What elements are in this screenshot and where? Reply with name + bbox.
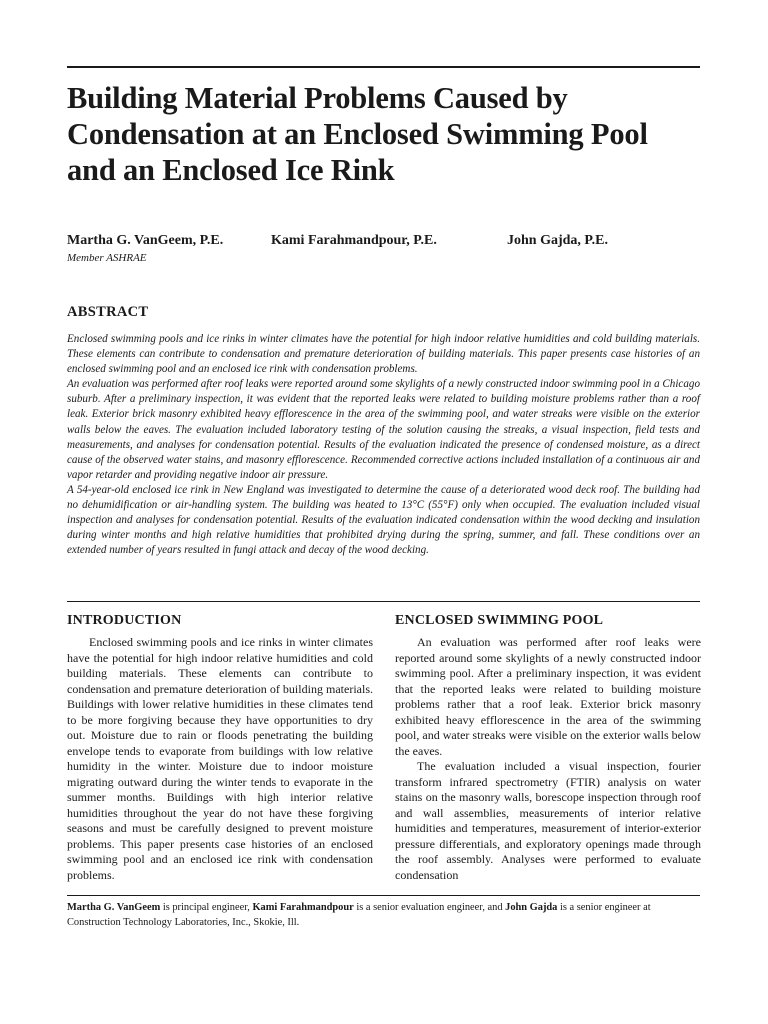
member-note: Member ASHRAE xyxy=(67,252,147,264)
abstract-paragraph: Enclosed swimming pools and ice rinks in winter climates have the potential for high indoor relative humidities and cold building materials. These elements can contribute to condensation and premature deterioration of building materials. This paper presents case histories of an enclosed swimming pool and an enclosed ice rink with condensation problems. xyxy=(67,333,700,376)
title-line: and an Enclosed Ice Rink xyxy=(67,153,395,187)
abstract-paragraph: An evaluation was performed after roof leaks were reported around some skylights of a newly constructed indoor swimming pool in a Chicago suburb. After a preliminary inspection, it was evident that the reported leaks were related to building moisture problems rather than a roof leak. Exterior brick masonry exhibited heavy efflorescence in the area of the swimming pool, and water streaks were visible on the exterior walls below the eaves. The evaluation included laboratory testing of the solution causing the streaks, a visual inspection, field tests and measurements, and analyses for condensation potential. Results of the evaluation indicated the presence of condensed moisture, as a direct cause of the observed water stains, and masonry efflorescence. Recommended corrective actions included installation of a continuous air and vapor retarder and providing negative indoor air pressure. xyxy=(67,378,700,481)
footnote-name-gajda: John Gajda xyxy=(505,902,558,913)
footnote-text: is a senior evaluation engineer, and xyxy=(353,902,506,913)
footnote-name-vangeem: Martha G. VanGeem xyxy=(67,902,161,913)
author-footnote xyxy=(67,900,700,930)
left-column xyxy=(67,613,373,883)
right-column xyxy=(395,613,701,883)
author-list xyxy=(67,233,700,253)
swimming-pool-heading: ENCLOSED SWIMMING POOL xyxy=(395,613,604,628)
title-line: Condensation at an Enclosed Swimming Pool xyxy=(67,117,648,151)
introduction-heading: INTRODUCTION xyxy=(67,613,182,628)
footnote-text: is principal engineer, xyxy=(160,902,253,913)
section-divider xyxy=(67,601,700,602)
swimming-pool-paragraph: An evaluation was performed after roof leaks were reported around some skylights of a newly constructed indoor swimming pool. After a preliminary inspection, it was evident that the reported leaks were related to building moisture problems rather that a roof leak. Exterior brick masonry exhibited heavy efflorescence in the area of the swimming pool, and water streaks were visible on the exterior walls below the eaves. xyxy=(395,635,701,758)
introduction-paragraph: Enclosed swimming pools and ice rinks in winter climates have the potential for high indoor relative humidities and cold building materials. These elements can contribute to condensation and premature deterioration of building materials. Buildings with lower relative humidities in these climates tend to be more forgiving because they have opportunities to dry out. Moisture due to rain or floods penetrating the building envelope tends to evaporate from buildings with low relative humidity in the winter. Moisture due to indoor moisture migrating outward during the winter tends to evaporate in the summer months. Buildings with high interior relative humidities throughout the year do not have these forgiving seasons and must be carefully designed to prevent moisture problems. This paper presents case histories of an enclosed swimming pool and an enclosed ice rink with condensation problems. xyxy=(67,635,373,882)
author-farahmandpour: Kami Farahmandpour, P.E. xyxy=(271,233,437,248)
paper-page xyxy=(67,0,700,1024)
paper-title xyxy=(67,80,707,188)
footnote-name-farahmandpour: Kami Farahmandpour xyxy=(252,902,354,913)
swimming-pool-paragraph: The evaluation included a visual inspection, fourier transform infrared spectrometry (FTIR) analysis on water stains on the masonry walls, borescope inspection through roof and wall assemblies, measurements of interior relative humidities and temperatures, measurement of interior-exterior pressure differentials, and exploratory openings made through the roof assembly. Analyses were performed to evaluate condensation xyxy=(395,759,701,882)
footnote-text: is a senior engineer at Construction Technology Laboratories, Inc., Skokie, Ill. xyxy=(67,902,651,928)
abstract-body xyxy=(67,332,700,558)
abstract-heading: ABSTRACT xyxy=(67,304,149,320)
footnote-rule xyxy=(67,895,700,896)
abstract-paragraph: A 54-year-old enclosed ice rink in New England was investigated to determine the cause of a deteriorated wood deck roof. The building had no dehumidification or air-handling system. The building was heated to 13°C (55°F) only when occupied. The evaluation included visual inspection and analyses for condensation potential. Results of the evaluation indicated condensation within the wood decking and insulation during winter months and high relative humidities that prohibited drying during the spring, summer, and fall. These conditions over an extended number of years resulted in fungi attack and decay of the wood decking. xyxy=(67,483,700,557)
author-vangeem: Martha G. VanGeem, P.E. xyxy=(67,233,224,248)
title-line: Building Material Problems Caused by xyxy=(67,81,568,115)
top-rule xyxy=(67,66,700,68)
author-gajda: John Gajda, P.E. xyxy=(507,233,609,248)
